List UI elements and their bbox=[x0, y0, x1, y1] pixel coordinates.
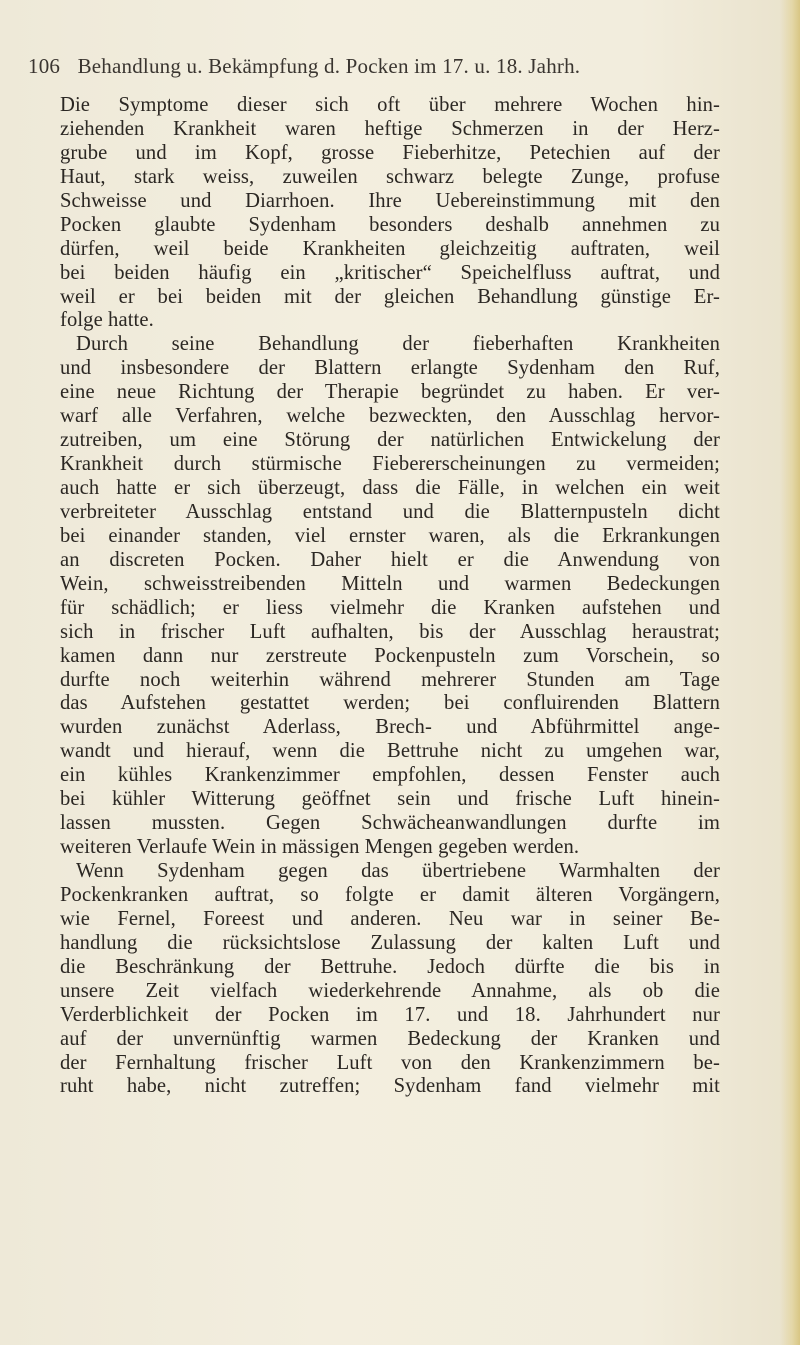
text-line: die Beschränkung der Bettruhe. Jedoch dürfte die bis in bbox=[60, 955, 720, 978]
text-line: Schweisse und Diarrhoen. Ihre Uebereinstimmung mit den bbox=[60, 189, 720, 212]
text-line: das Aufstehen gestattet werden; bei confluirenden Blattern bbox=[60, 692, 720, 715]
text-line: für schädlich; er liess vielmehr die Kranken aufstehen und bbox=[60, 596, 720, 619]
text-line: wie Fernel, Foreest und anderen. Neu war in seiner Be- bbox=[60, 907, 720, 930]
text-line: zutreiben, um eine Störung der natürlichen Entwickelung der bbox=[60, 429, 720, 452]
text-line: Haut, stark weiss, zuweilen schwarz belegte Zunge, profuse bbox=[60, 165, 720, 188]
text-line: an discreten Pocken. Daher hielt er die Anwendung von bbox=[60, 548, 720, 571]
text-line: handlung die rücksichtslose Zulassung der kalten Luft und bbox=[60, 931, 720, 954]
text-line: bei beiden häufig ein „kritischer“ Speichelfluss auftrat, und bbox=[60, 261, 720, 284]
running-header bbox=[28, 54, 728, 79]
text-line: sich in frischer Luft aufhalten, bis der Ausschlag heraustrat; bbox=[60, 620, 720, 643]
text-line: der Fernhaltung frischer Luft von den Krankenzimmern be- bbox=[60, 1051, 720, 1074]
text-line: eine neue Richtung der Therapie begründet zu haben. Er ver- bbox=[60, 381, 720, 404]
text-line: Wenn Sydenham gegen das übertriebene Warmhalten der bbox=[76, 860, 720, 882]
text-line: kamen dann nur zerstreute Pockenpusteln zum Vorschein, so bbox=[60, 644, 720, 667]
text-line: weil er bei beiden mit der gleichen Behandlung günstige Er- bbox=[60, 285, 720, 308]
text-line: wurden zunächst Aderlass, Brech- und Abführmittel ange- bbox=[60, 716, 720, 739]
text-line: folge hatte. bbox=[60, 309, 154, 332]
text-line: Wein, schweisstreibenden Mitteln und warmen Bedeckungen bbox=[60, 572, 720, 595]
page-number: 106 bbox=[28, 54, 61, 78]
text-line: ein kühles Krankenzimmer empfohlen, dessen Fenster auch bbox=[60, 764, 720, 787]
text-line: weiteren Verlaufe Wein in mässigen Mengen gegeben werden. bbox=[60, 836, 580, 859]
text-line: bei kühler Witterung geöffnet sein und frische Luft hinein- bbox=[60, 788, 720, 811]
text-line: Krankheit durch stürmische Fiebererscheinungen zu vermeiden; bbox=[60, 453, 720, 476]
text-line: grube und im Kopf, grosse Fieberhitze, Petechien auf der bbox=[60, 141, 720, 164]
text-line: auf der unvernünftig warmen Bedeckung der Kranken und bbox=[60, 1027, 720, 1050]
text-line: Die Symptome dieser sich oft über mehrere Wochen hin- bbox=[60, 94, 720, 116]
text-line: Verderblichkeit der Pocken im 17. und 18. Jahrhundert nur bbox=[60, 1003, 720, 1026]
body-text bbox=[60, 94, 720, 1099]
text-line: bei einander standen, viel ernster waren, als die Erkrankungen bbox=[60, 524, 720, 547]
running-title: Behandlung u. Bekämpfung d. Pocken im 17. u. 18. Jahrh. bbox=[77, 54, 581, 78]
text-line: lassen mussten. Gegen Schwächeanwandlungen durfte im bbox=[60, 812, 720, 835]
text-line: ruht habe, nicht zutreffen; Sydenham fand vielmehr mit bbox=[60, 1075, 720, 1098]
text-line: dürfen, weil beide Krankheiten gleichzeitig auftraten, weil bbox=[60, 237, 720, 260]
text-line: verbreiteter Ausschlag entstand und die Blatternpusteln dicht bbox=[60, 500, 720, 523]
text-line: ziehenden Krankheit waren heftige Schmerzen in der Herz- bbox=[60, 117, 720, 140]
text-line: wandt und hierauf, wenn die Bettruhe nicht zu umgehen war, bbox=[60, 740, 720, 763]
page-edge bbox=[780, 0, 800, 1345]
text-line: Durch seine Behandlung der fieberhaften Krankheiten bbox=[76, 333, 720, 356]
text-line: Pocken glaubte Sydenham besonders deshalb annehmen zu bbox=[60, 213, 720, 236]
text-line: warf alle Verfahren, welche bezweckten, den Ausschlag hervor- bbox=[60, 405, 720, 428]
text-line: durfte noch weiterhin während mehrerer Stunden am Tage bbox=[60, 668, 720, 691]
text-line: unsere Zeit vielfach wiederkehrende Annahme, als ob die bbox=[60, 979, 720, 1002]
text-line: auch hatte er sich überzeugt, dass die Fälle, in welchen ein weit bbox=[60, 477, 720, 499]
text-line: Pockenkranken auftrat, so folgte er damit älteren Vorgängern, bbox=[60, 883, 720, 906]
text-line: und insbesondere der Blattern erlangte Sydenham den Ruf, bbox=[60, 357, 720, 380]
